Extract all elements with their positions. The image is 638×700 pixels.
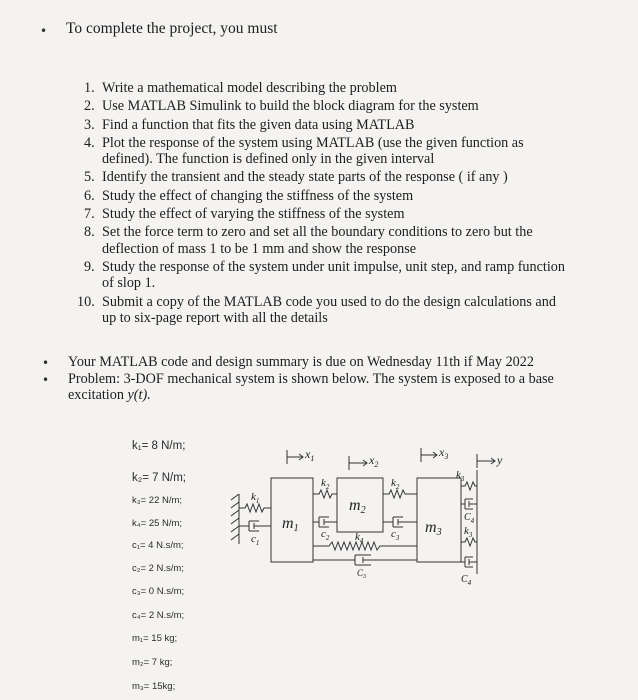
damper-c3-bottom	[313, 555, 417, 565]
param-m1: m₁= 15 kg;	[132, 633, 178, 644]
spring-k4	[313, 542, 417, 550]
damper-c3	[383, 517, 417, 527]
arrow-x3	[421, 448, 437, 462]
bullet: •	[40, 24, 48, 38]
mechanical-system-diagram	[225, 442, 515, 602]
param-c2: c₂= 2 N.s/m;	[132, 563, 184, 574]
spring-k3-bottom	[461, 538, 477, 546]
task-item: 3. Find a function that fits the given data using MATLAB	[84, 116, 415, 133]
task-list	[77, 80, 584, 328]
task-item: 5. Identify the transient and the steady state parts of the response ( if any )	[84, 169, 508, 186]
bullet: •	[42, 356, 50, 370]
label-k2: $k_2$	[321, 477, 330, 491]
task-item: 1. Write a mathematical model describing the problem	[84, 80, 397, 96]
param-m2: m₂= 7 kg;	[132, 657, 173, 668]
label-c3: $c_3$	[391, 528, 400, 542]
param-k4: k₄= 25 N/m;	[132, 518, 183, 529]
damper-c4-bottom	[461, 557, 477, 567]
label-m1: m1	[282, 515, 299, 534]
param-c3: c₃= 0 N.s/m;	[132, 586, 185, 597]
spring-k3	[461, 482, 477, 490]
label-x1: $x_1$	[305, 447, 315, 463]
task-item: 2. Use MATLAB Simulink to build the block diagram for the system	[84, 98, 479, 115]
label-x2: $x_2$	[369, 453, 379, 469]
problem-variable: y(t).	[127, 387, 151, 403]
label-x3: $x_3$	[439, 445, 449, 461]
damper-c4	[461, 499, 477, 509]
spring-k2-right	[383, 490, 417, 498]
arrow-y	[477, 454, 495, 468]
param-c4: c₄= 2 N.s/m;	[132, 610, 185, 621]
label-c4-bottom: $C_4$	[461, 574, 472, 587]
label-c4: $C_4$	[464, 512, 475, 525]
task-item: 8. Set the force term to zero and set all the boundary conditions to zero but the deflection of mass 1 to be 1 mm and show the response	[84, 224, 533, 257]
label-c1: $c_1$	[251, 533, 260, 547]
spring-k1	[239, 504, 271, 512]
damper-c2	[313, 517, 337, 527]
param-k2: k₂= 7 N/m;	[132, 472, 186, 484]
label-k2-right: $k_2$	[391, 477, 400, 491]
bullet: •	[42, 373, 50, 387]
label-k4: $k_4$	[355, 531, 364, 545]
arrow-x1	[287, 450, 303, 464]
label-k3: $k_3$	[456, 469, 465, 483]
task-item: 10. Submit a copy of the MATLAB code you used to do the design calculations and up to six-page report with all the details	[77, 293, 556, 326]
param-m3: m₃= 15kg;	[132, 681, 176, 692]
label-k1: $k_1$	[251, 491, 260, 505]
task-item: 7. Study the effect of varying the stiffness of the system	[84, 206, 405, 223]
task-item: 9. Study the response of the system under unit impulse, unit step, and ramp function of slop 1.	[84, 258, 565, 292]
label-c3-bottom: $C_3$	[357, 568, 367, 580]
param-c1: c₁= 4 N.s/m;	[132, 540, 184, 551]
arrow-x2	[349, 456, 367, 470]
param-k3: k₃= 22 N/m;	[132, 495, 183, 506]
param-k1: k₁= 8 N/m;	[132, 440, 186, 452]
damper-c1	[239, 521, 271, 531]
ground-wall	[231, 494, 239, 544]
problem-text: Problem: 3-DOF mechanical system is shown below. The system is exposed to a base excitation y(t).	[68, 371, 554, 403]
mass-m3	[417, 478, 461, 562]
task-item: 6. Study the effect of changing the stiffness of the system	[84, 187, 414, 204]
label-c2: $c_2$	[321, 528, 330, 542]
label-m2: m2	[349, 497, 366, 516]
label-m3: m3	[425, 519, 442, 538]
spring-k2	[313, 490, 337, 498]
task-item: 4. Plot the response of the system using MATLAB (use the given function as defined). The function is defined only in the given interval	[84, 134, 524, 168]
label-k3-bottom: $k_3$	[464, 525, 473, 539]
intro-text: To complete the project, you must	[66, 20, 278, 37]
label-y: y	[497, 453, 503, 467]
due-text: Your MATLAB code and design summary is due on Wednesday 11th if May 2022	[68, 354, 534, 370]
